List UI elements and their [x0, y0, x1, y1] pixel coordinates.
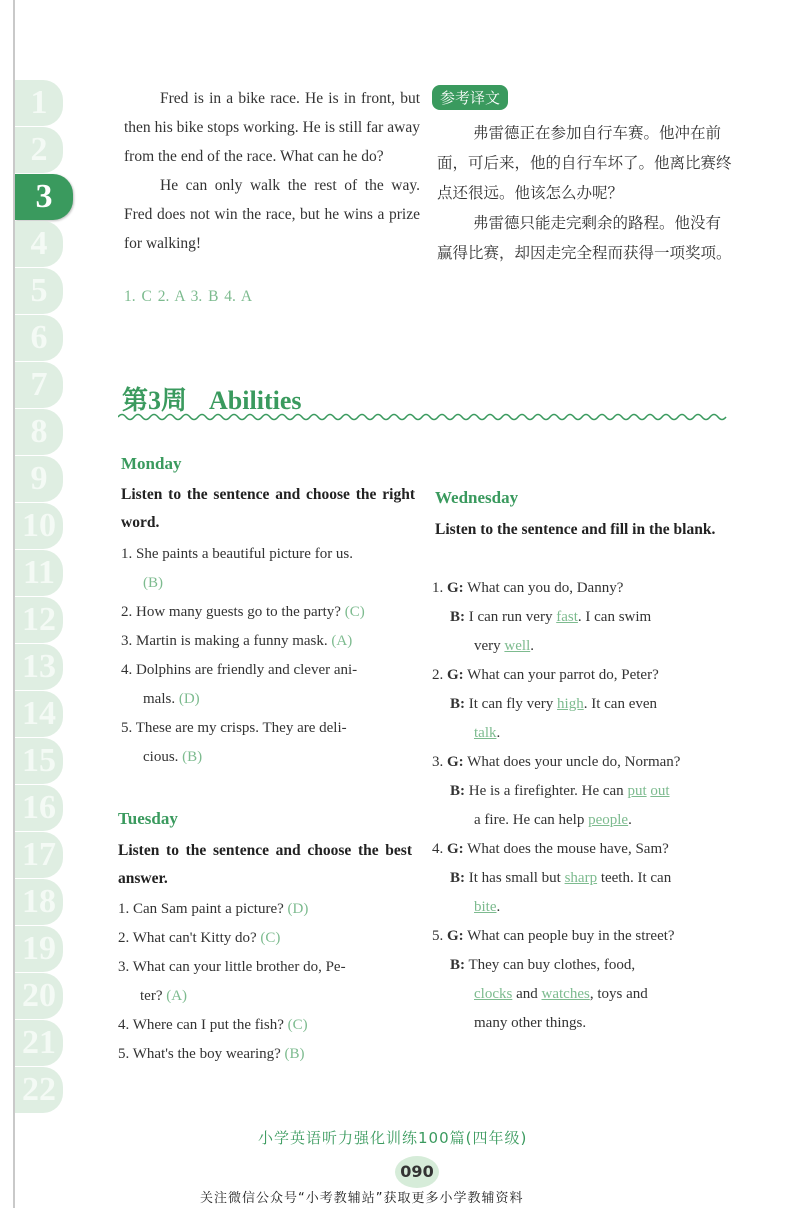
speaker-b: B:	[450, 696, 465, 712]
item-answer: (C)	[260, 930, 281, 946]
item-text: 3. What can your little brother do, Pe-	[118, 959, 346, 975]
speaker-g: G:	[447, 667, 464, 683]
chapter-tab-4: 4	[15, 221, 63, 267]
chapter-tab-20: 20	[15, 973, 63, 1019]
chapter-tab-17: 17	[15, 832, 63, 878]
week-number: 3	[148, 386, 162, 415]
item-number: 5.	[432, 928, 444, 944]
dialogue-b-line-cont	[432, 719, 732, 748]
item-answer: (D)	[287, 901, 309, 917]
item-answer: (B)	[143, 575, 163, 591]
chapter-tab-22: 22	[15, 1067, 63, 1113]
g-text: What can people buy in the street?	[467, 928, 675, 944]
dialogue-g-line	[432, 922, 732, 951]
dialogue-b-line	[432, 951, 732, 980]
wednesday-instruction: Listen to the sentence and fill in the blank.	[435, 521, 716, 538]
reference-translation-label: 参考译文	[432, 85, 508, 110]
b-text: teeth. It can	[600, 870, 672, 886]
chapter-tab-13: 13	[15, 644, 63, 690]
passage-answers: 1. C 2. A 3. B 4. A	[124, 288, 253, 305]
passage-zh-paragraph-2: 弗雷德只能走完剩余的路程。他没有赢得比赛，却因走完全程而获得一项奖项。	[437, 214, 732, 262]
footer-book-title: 小学英语听力强化训练100篇(四年级)	[258, 1129, 528, 1147]
b-text: . I can swim	[577, 609, 652, 625]
passage-english	[124, 84, 420, 258]
list-item	[121, 598, 413, 627]
chapter-tab-15: 15	[15, 738, 63, 784]
g-text: What can you do, Danny?	[467, 580, 624, 596]
list-item	[121, 656, 413, 714]
dialogue-b-line	[432, 777, 732, 806]
blank-answer: clocks	[474, 986, 513, 1002]
passage-en-paragraph-2: He can only walk the rest of the way. Fred does not win the race, but he wins a prize for walking!	[124, 177, 420, 252]
tuesday-instruction: Listen to the sentence and choose the best answer.	[118, 842, 412, 887]
speaker-b: B:	[450, 870, 465, 886]
dialogue-g-line	[432, 835, 732, 864]
dialogue-g-line	[432, 748, 732, 777]
monday-heading: Monday	[121, 454, 182, 473]
b-text: .	[628, 812, 632, 828]
speaker-g: G:	[447, 841, 464, 857]
b-text: It has small but	[468, 870, 561, 886]
monday-items	[121, 540, 413, 772]
item-text-cont: cious.	[143, 749, 179, 765]
chapter-tab-12: 12	[15, 597, 63, 643]
blank-answer: people	[588, 812, 629, 828]
blank-answer: put	[627, 783, 647, 799]
week-theme: Abilities	[209, 386, 302, 415]
chapter-tab-2: 2	[15, 127, 63, 173]
chapter-tab-9: 9	[15, 456, 63, 502]
list-item	[118, 924, 414, 953]
item-number: 1.	[432, 580, 444, 596]
b-text: and	[516, 986, 538, 1002]
wavy-divider	[118, 410, 730, 424]
item-answer: (B)	[284, 1046, 305, 1062]
speaker-g: G:	[447, 580, 464, 596]
item-text: 3. Martin is making a funny mask.	[121, 633, 328, 649]
b-text: a fire. He can help	[474, 812, 585, 828]
item-answer: (C)	[344, 604, 365, 620]
b-text: He is a firefighter. He can	[468, 783, 624, 799]
chapter-tab-18: 18	[15, 879, 63, 925]
blank-answer: high	[557, 696, 584, 712]
item-answer: (B)	[182, 749, 203, 765]
item-number: 3.	[432, 754, 444, 770]
chapter-tab-19: 19	[15, 926, 63, 972]
item-text: 1. She paints a beautiful picture for us.	[121, 546, 354, 562]
dialogue-b-line-cont	[432, 1009, 732, 1038]
blank-answer: watches	[541, 986, 590, 1002]
blank-answer: sharp	[564, 870, 598, 886]
passage-chinese	[437, 118, 733, 268]
dialogue-b-line-cont	[432, 806, 732, 835]
speaker-g: G:	[447, 928, 464, 944]
tuesday-heading: Tuesday	[118, 809, 178, 828]
tuesday-items	[118, 895, 414, 1069]
speaker-b: B:	[450, 783, 465, 799]
chapter-tab-5: 5	[15, 268, 63, 314]
item-text-cont: mals.	[143, 691, 176, 707]
item-text-cont: ter?	[140, 988, 163, 1004]
item-answer: (C)	[287, 1017, 308, 1033]
chapter-tab-21: 21	[15, 1020, 63, 1066]
blank-answer: well	[504, 638, 531, 654]
dialogue-g-line	[432, 574, 732, 603]
list-item	[121, 627, 413, 656]
speaker-b: B:	[450, 609, 465, 625]
b-text: .	[496, 725, 501, 741]
chapter-tab-14: 14	[15, 691, 63, 737]
dialogue-b-line	[432, 864, 732, 893]
chapter-tab-7: 7	[15, 362, 63, 408]
item-answer: (D)	[178, 691, 200, 707]
week-suffix: 周	[161, 386, 188, 415]
blank-answer: talk	[474, 725, 497, 741]
list-item	[121, 540, 413, 598]
page-number: 090	[400, 1162, 434, 1181]
footer-note: 关注微信公众号“小考教辅站”获取更多小学教辅资料	[200, 1191, 524, 1206]
b-text: It can fly very	[468, 696, 554, 712]
list-item	[118, 1011, 414, 1040]
b-text: I can run very	[468, 609, 553, 625]
monday-instruction: Listen to the sentence and choose the right word.	[121, 486, 415, 531]
wednesday-heading: Wednesday	[435, 488, 519, 507]
passage-zh-paragraph-1: 弗雷德正在参加自行车赛。他冲在前面，可后来，他的自行车坏了。他离比赛终点还很远。他该怎么办呢？	[437, 124, 732, 202]
item-text: 4. Where can I put the fish?	[118, 1017, 284, 1033]
b-text: .	[496, 899, 501, 915]
passage-en-paragraph-1: Fred is in a bike race. He is in front, but then his bike stops working. He is still far away from the end of the race. What can he do?	[124, 90, 420, 165]
g-text: What does your uncle do, Norman?	[467, 754, 681, 770]
blank-answer: out	[650, 783, 670, 799]
dialogue-b-line	[432, 603, 732, 632]
item-answer: (A)	[166, 988, 188, 1004]
chapter-tab-6: 6	[15, 315, 63, 361]
g-text: What does the mouse have, Sam?	[467, 841, 669, 857]
list-item	[121, 714, 413, 772]
item-text: 4. Dolphins are friendly and clever ani-	[121, 662, 358, 678]
chapter-tab-3: 3	[15, 174, 73, 220]
dialogue-b-line-cont	[432, 893, 732, 922]
list-item	[118, 1040, 414, 1069]
item-answer: (A)	[331, 633, 353, 649]
item-text: 2. How many guests go to the party?	[121, 604, 341, 620]
item-text: 2. What can't Kitty do?	[118, 930, 257, 946]
b-text: .	[530, 638, 534, 654]
list-item	[118, 895, 414, 924]
b-text: , toys and	[589, 986, 648, 1002]
dialogue-b-line-cont	[432, 980, 732, 1009]
item-number: 2.	[432, 667, 444, 683]
dialogue-g-line	[432, 661, 732, 690]
g-text: What can your parrot do, Peter?	[467, 667, 659, 683]
chapter-tab-1: 1	[15, 80, 63, 126]
item-text: 5. What's the boy wearing?	[118, 1046, 281, 1062]
chapter-tab-10: 10	[15, 503, 63, 549]
speaker-g: G:	[447, 754, 464, 770]
b-text: They can buy clothes, food,	[468, 957, 636, 973]
week-prefix: 第	[122, 386, 149, 415]
chapter-tab-11: 11	[15, 550, 63, 596]
item-number: 4.	[432, 841, 444, 857]
blank-answer: fast	[556, 609, 578, 625]
blank-answer: bite	[474, 899, 497, 915]
b-text: many other things.	[474, 1015, 587, 1031]
dialogue-b-line-cont	[432, 632, 732, 661]
speaker-b: B:	[450, 957, 465, 973]
chapter-tab-16: 16	[15, 785, 63, 831]
item-text: 5. These are my crisps. They are deli-	[121, 720, 347, 736]
b-text: very	[474, 638, 501, 654]
b-text: . It can even	[583, 696, 658, 712]
chapter-tab-8: 8	[15, 409, 63, 455]
dialogue-b-line	[432, 690, 732, 719]
list-item	[118, 953, 414, 1011]
item-text: 1. Can Sam paint a picture?	[118, 901, 284, 917]
wednesday-items	[432, 574, 732, 1038]
